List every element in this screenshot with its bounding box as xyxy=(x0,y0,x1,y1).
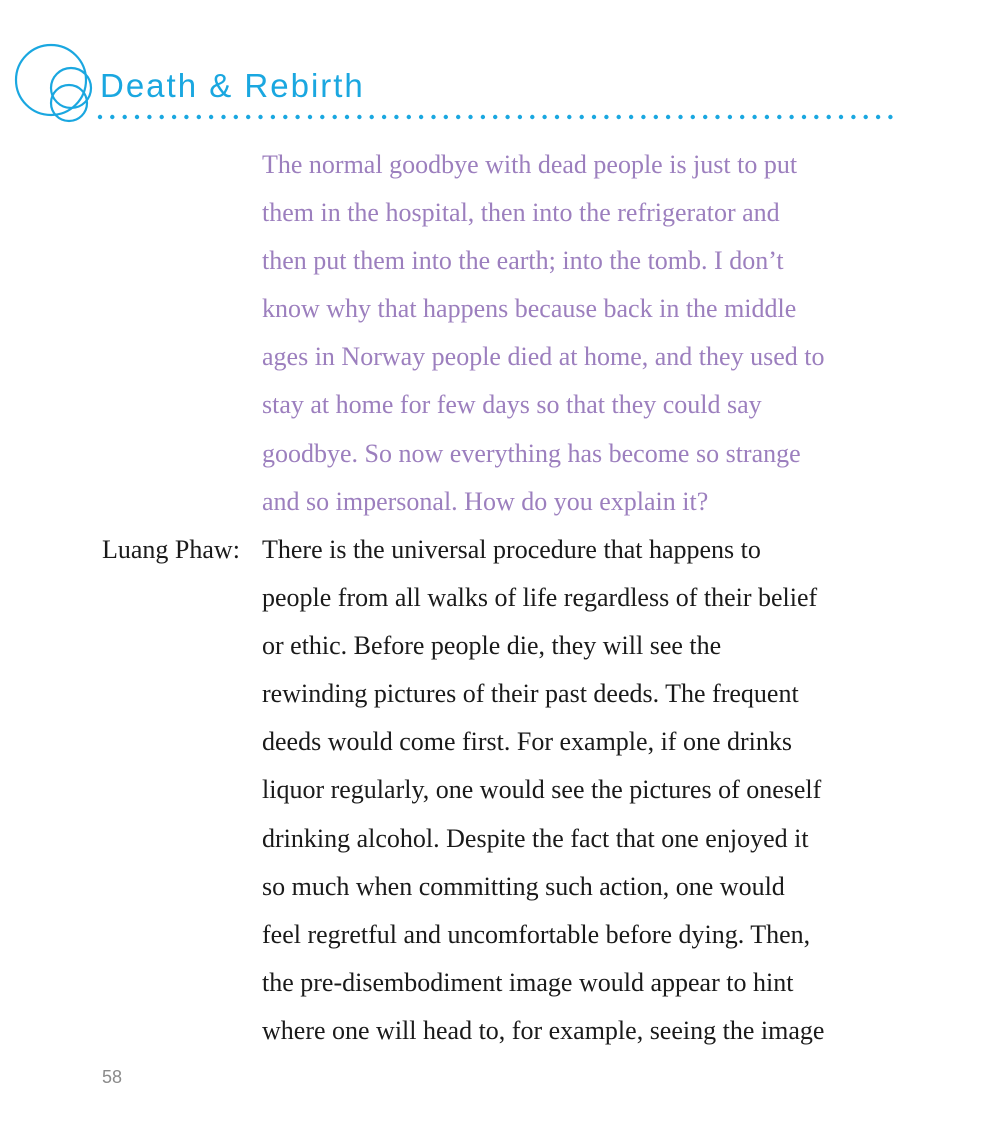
rule-dot xyxy=(394,115,398,119)
rule-dot xyxy=(876,115,880,119)
rule-dot xyxy=(839,115,843,119)
rule-dot xyxy=(580,115,584,119)
question-line: know why that happens because back in the middle xyxy=(262,294,797,324)
rule-dot xyxy=(345,115,349,119)
rule-dot xyxy=(703,115,707,119)
rule-dot xyxy=(246,115,250,119)
rule-dot xyxy=(654,115,658,119)
rule-dot xyxy=(123,115,127,119)
rule-dot xyxy=(567,115,571,119)
rule-dot xyxy=(481,115,485,119)
rule-dot xyxy=(752,115,756,119)
rule-dot xyxy=(629,115,633,119)
rule-dot xyxy=(209,115,213,119)
rule-dot xyxy=(888,115,892,119)
answer-text xyxy=(262,526,962,1055)
rule-dot xyxy=(370,115,374,119)
answer-line: drinking alcohol. Despite the fact that one enjoyed it xyxy=(262,823,809,853)
rule-dot xyxy=(258,115,262,119)
rule-dot xyxy=(184,115,188,119)
answer-line: the pre-disembodiment image would appear to hint xyxy=(262,967,794,997)
rule-dot xyxy=(308,115,312,119)
rule-dot xyxy=(777,115,781,119)
rule-dot xyxy=(221,115,225,119)
question-line: then put them into the earth; into the tomb. I don’t xyxy=(262,246,784,276)
answer-line: liquor regularly, one would see the pictures of oneself xyxy=(262,775,822,805)
answer-line: There is the universal procedure that happens to xyxy=(262,535,761,564)
rule-dot xyxy=(789,115,793,119)
rule-dot xyxy=(530,115,534,119)
question-line: The normal goodbye with dead people is just to put xyxy=(262,150,798,179)
rule-dot xyxy=(419,115,423,119)
rule-dot xyxy=(604,115,608,119)
rule-dot xyxy=(197,115,201,119)
rule-dot xyxy=(765,115,769,119)
rule-dot xyxy=(135,115,139,119)
answer-line: people from all walks of life regardless of their belief xyxy=(262,583,818,613)
rule-dot xyxy=(814,115,818,119)
rule-dot xyxy=(357,115,361,119)
rule-dot xyxy=(666,115,670,119)
rule-dot xyxy=(493,115,497,119)
question-line: them in the hospital, then into the refrigerator and xyxy=(262,198,780,228)
rule-dot xyxy=(691,115,695,119)
rule-dot xyxy=(407,115,411,119)
rule-dot xyxy=(456,115,460,119)
rule-dot xyxy=(678,115,682,119)
rule-dot xyxy=(518,115,522,119)
rule-dot xyxy=(740,115,744,119)
answer-line: where one will head to, for example, seeing the image xyxy=(262,1015,825,1045)
rule-dot xyxy=(172,115,176,119)
page-number: 58 xyxy=(102,1067,123,1087)
chapter-header xyxy=(0,0,1000,140)
rule-dot xyxy=(641,115,645,119)
rule-dot xyxy=(271,115,275,119)
rule-dot xyxy=(283,115,287,119)
question-line: ages in Norway people died at home, and they used to xyxy=(262,342,825,372)
question-line: goodbye. So now everything has become so strange xyxy=(262,438,801,468)
rule-dot xyxy=(864,115,868,119)
answer-line: rewinding pictures of their past deeds. The frequent xyxy=(262,679,799,709)
rule-dot xyxy=(468,115,472,119)
rule-dot xyxy=(444,115,448,119)
rule-dot xyxy=(542,115,546,119)
question-line: stay at home for few days so that they could say xyxy=(262,390,762,420)
rule-dot xyxy=(827,115,831,119)
rule-dot xyxy=(147,115,151,119)
rule-dot xyxy=(295,115,299,119)
rule-dot xyxy=(728,115,732,119)
rule-dot xyxy=(851,115,855,119)
rule-dot xyxy=(617,115,621,119)
question-line: and so impersonal. How do you explain it? xyxy=(262,486,709,516)
rule-dot xyxy=(98,115,102,119)
rule-dot xyxy=(160,115,164,119)
speaker-label: Luang Phaw: xyxy=(102,535,240,564)
answer-line: so much when committing such action, one would xyxy=(262,871,785,901)
rule-dot xyxy=(555,115,559,119)
rule-dot xyxy=(431,115,435,119)
rule-dot xyxy=(802,115,806,119)
rule-dot xyxy=(592,115,596,119)
rule-dot xyxy=(234,115,238,119)
question-text xyxy=(262,141,962,526)
rule-dot xyxy=(110,115,114,119)
rule-dot xyxy=(333,115,337,119)
dotted-rule xyxy=(98,115,893,119)
rule-dot xyxy=(715,115,719,119)
rule-dot xyxy=(382,115,386,119)
answer-line: feel regretful and uncomfortable before dying. Then, xyxy=(262,919,811,949)
answer-line: deeds would come first. For example, if one drinks xyxy=(262,727,792,757)
chapter-title: Death & Rebirth xyxy=(100,67,365,104)
answer-line: or ethic. Before people die, they will see the xyxy=(262,631,722,661)
rule-dot xyxy=(505,115,509,119)
rule-dot xyxy=(320,115,324,119)
